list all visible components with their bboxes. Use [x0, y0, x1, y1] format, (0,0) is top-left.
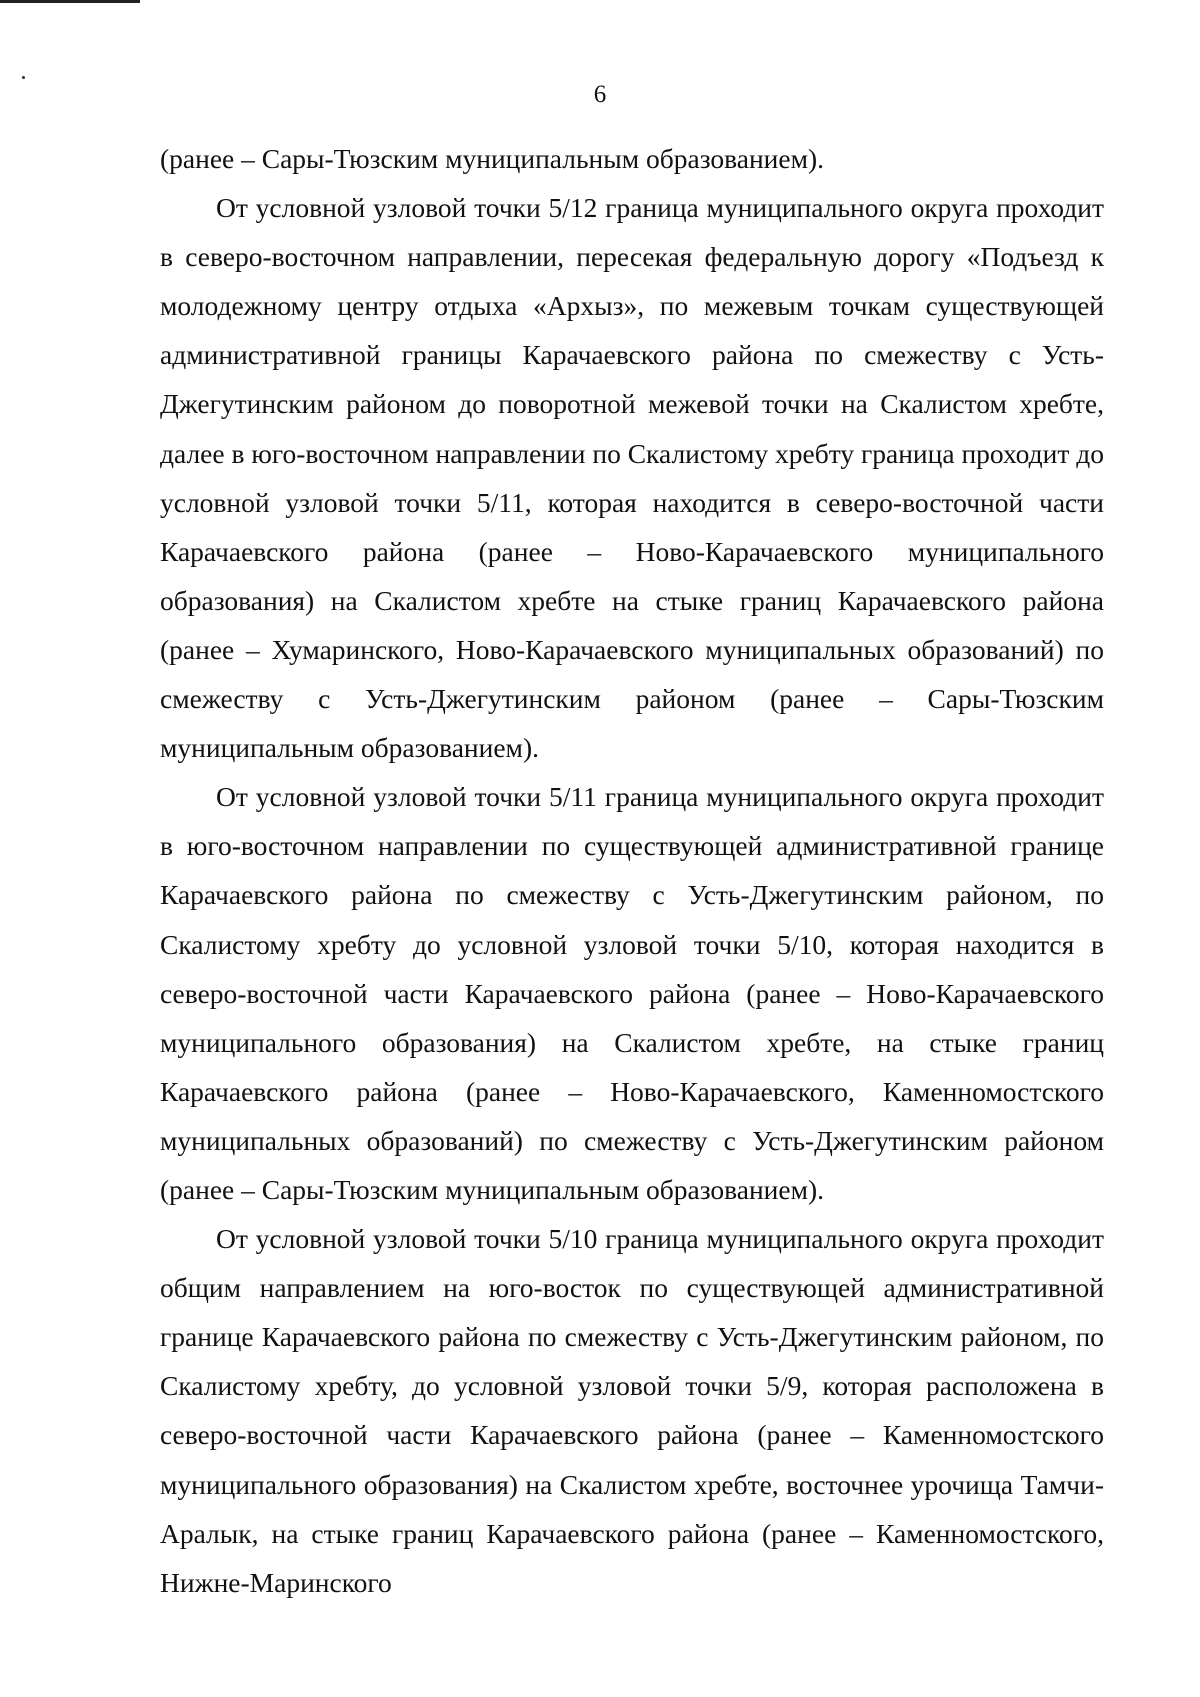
paragraph-point-5-10: От условной узловой точки 5/10 граница муниципального округа проходит общим направлением на юго-восток по существующей административной границе Карачаевского района по смежеству с Усть-Джегутинским районом, по Скалистому хребту, до условной узловой точки 5/9, которая расположена в северо-восточной части Карачаевского района (ранее – Каменномостского муниципального образования) на Скалистом хребте, восточнее урочища Тамчи-Аралык, на стыке границ Карачаевского района (ранее – Каменномостского, Нижне-Маринского — [160, 1223, 1104, 1598]
scan-speck — [22, 76, 25, 79]
paragraph-continuation: (ранее – Сары-Тюзским муниципальным образованием). — [160, 143, 825, 174]
paragraph-point-5-11: От условной узловой точки 5/11 граница муниципального округа проходит в юго-восточном направлении по существующей административной границе Карачаевского района по смежеству с Усть-Джегутинским районом, по Скалистому хребту до условной узловой точки 5/10, которая находится в северо-восточной части Карачаевского района (ранее – Ново-Карачаевского муниципального образования) на Скалистом хребте, на стыке границ Карачаевского района (ранее – Ново-Карачаевского, Каменномостского муниципальных образований) по смежеству с Усть-Джегутинским районом (ранее – Сары-Тюзским муниципальным образованием). — [160, 781, 1104, 1205]
document-body — [160, 134, 1104, 1607]
page-number: 6 — [593, 81, 607, 108]
paragraph-point-5-12: От условной узловой точки 5/12 граница муниципального округа проходит в северо-восточном направлении, пересекая федеральную дорогу «Подъезд к молодежному центру отдыха «Архыз», по межевым точкам существующей административной границы Карачаевского района по смежеству с Усть-Джегутинским районом до поворотной межевой точки на Скалистом хребте, далее в юго-восточном направлении по Скалистому хребту граница проходит до условной узловой точки 5/11, которая находится в северо-восточной части Карачаевского района (ранее – Ново-Карачаевского муниципального образования) на Скалистом хребте на стыке границ Карачаевского района (ранее – Хумаринского, Ново-Карачаевского муниципальных образований) по смежеству с Усть-Джегутинским районом (ранее – Сары-Тюзским муниципальным образованием). — [160, 192, 1104, 764]
scan-edge-mark — [0, 0, 140, 3]
